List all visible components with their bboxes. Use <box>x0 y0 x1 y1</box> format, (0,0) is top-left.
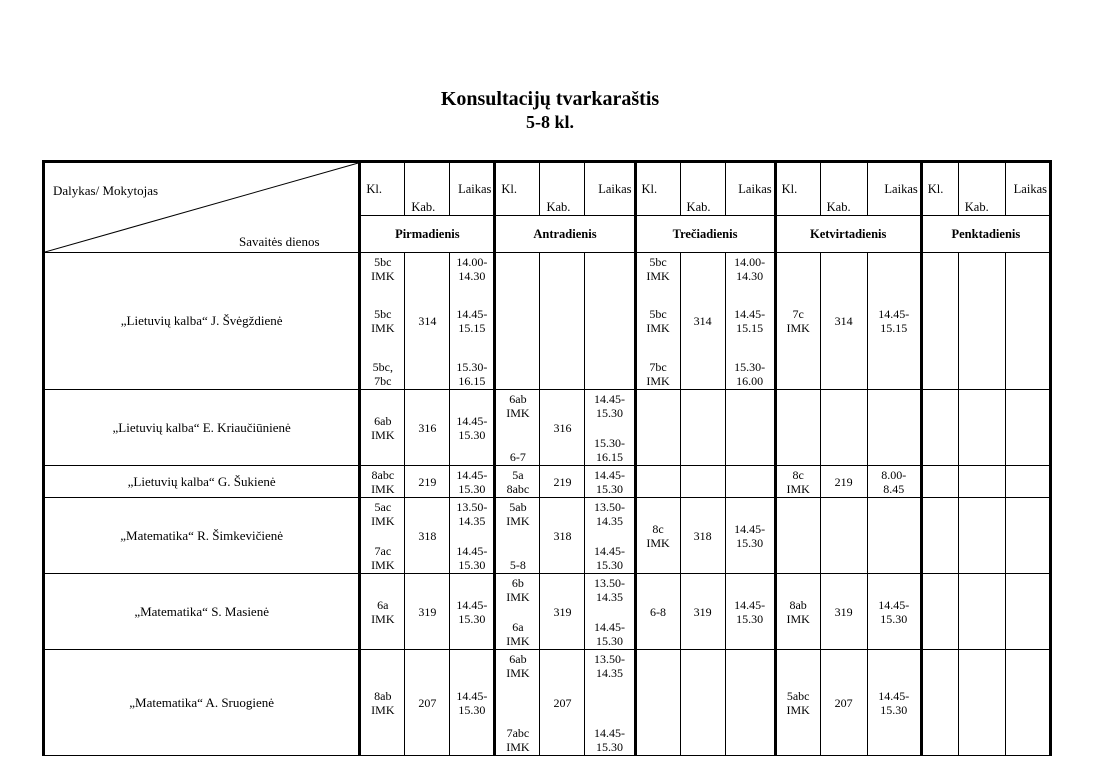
fri-laikas-cell <box>1005 466 1050 498</box>
kl-entry: 5bc IMK <box>371 307 395 335</box>
fri-laikas-cell <box>1005 390 1050 466</box>
tue-kab-cell: 319 <box>540 574 585 650</box>
tue-laikas-cell <box>585 650 635 756</box>
kl-entry: 8ab IMK <box>371 688 395 717</box>
kab-header: Kab. <box>540 162 585 216</box>
laikas-entry: 15.30- 16.15 <box>456 359 488 388</box>
thu-kab-cell: 319 <box>820 574 867 650</box>
laikas-entries <box>585 500 633 572</box>
laikas-entries <box>726 255 774 388</box>
laikas-entries <box>868 468 920 496</box>
laikas-entry: 15.30- 16.15 <box>593 435 625 464</box>
subject-teacher-cell: „Lietuvių kalba“ G. Šukienė <box>44 466 360 498</box>
fri-kl-cell <box>921 390 958 466</box>
kl-entry: 5bc, 7bc <box>372 359 393 388</box>
laikas-entry: 14.45- 15.15 <box>878 307 910 335</box>
laikas-entry: 14.45- 15.30 <box>734 521 766 550</box>
laikas-entry: 14.45- 15.30 <box>878 597 910 626</box>
fri-laikas-cell <box>1005 650 1050 756</box>
mon-kl-cell <box>360 574 405 650</box>
mon-kab-cell: 316 <box>405 390 450 466</box>
wed-kl-cell <box>635 574 680 650</box>
laikas-header: Laikas <box>725 162 775 216</box>
laikas-entries <box>450 689 493 717</box>
laikas-entries <box>585 468 633 496</box>
kl-entry: 5bc IMK <box>646 307 670 335</box>
mon-kl-cell <box>360 466 405 498</box>
laikas-entry: 14.45- 15.15 <box>734 307 766 335</box>
laikas-entry: 14.45- 15.30 <box>593 619 625 648</box>
wed-kl-cell <box>635 466 680 498</box>
fri-kl-cell <box>921 498 958 574</box>
fri-kab-cell <box>958 498 1005 574</box>
thu-kl-cell <box>775 650 820 756</box>
wed-kab-cell <box>680 466 725 498</box>
tue-kl-cell <box>495 650 540 756</box>
day-thursday: Ketvirtadienis <box>775 216 921 253</box>
fri-laikas-cell <box>1005 498 1050 574</box>
kl-entry: 5-8 <box>509 557 526 572</box>
fri-kl-cell <box>921 650 958 756</box>
kl-entries <box>496 576 539 648</box>
laikas-entry: 14.45- 15.30 <box>593 391 625 420</box>
laikas-entry: 14.45- 15.30 <box>456 688 488 717</box>
tue-kab-cell: 207 <box>540 650 585 756</box>
thu-laikas-cell <box>867 390 921 466</box>
laikas-entry: 14.45- 15.30 <box>878 688 910 717</box>
laikas-entry: 14.45- 15.30 <box>456 413 488 442</box>
mon-kab-cell: 318 <box>405 498 450 574</box>
header-row <box>44 162 1051 216</box>
tue-laikas-cell <box>585 466 635 498</box>
laikas-entry: 8.00- 8.45 <box>881 467 907 496</box>
kl-entry: 7abc IMK <box>506 725 530 754</box>
kl-entry: 7c IMK <box>786 307 810 335</box>
thu-kab-cell: 314 <box>820 253 867 390</box>
kl-entries <box>496 500 539 572</box>
day-wednesday: Trečiadienis <box>635 216 775 253</box>
laikas-entry: 14.45- 15.30 <box>734 597 766 626</box>
kl-entry: 7bc IMK <box>646 359 670 388</box>
wed-laikas-cell <box>725 253 775 390</box>
table-row <box>44 650 1051 756</box>
kl-entry: 6a IMK <box>371 597 395 626</box>
schedule-body <box>44 253 1051 756</box>
kl-entries <box>361 468 404 496</box>
tue-kl-cell <box>495 390 540 466</box>
kl-entries <box>637 522 680 550</box>
mon-laikas-cell <box>450 498 495 574</box>
fri-laikas-cell <box>1005 574 1050 650</box>
wed-laikas-cell <box>725 650 775 756</box>
fri-kl-cell <box>921 253 958 390</box>
kab-header: Kab. <box>820 162 867 216</box>
kl-entries <box>777 307 820 335</box>
wed-kab-cell <box>680 650 725 756</box>
kl-header: Kl. <box>495 162 540 216</box>
laikas-entry: 14.45- 15.30 <box>593 467 625 496</box>
laikas-entry: 14.45- 15.30 <box>593 725 625 754</box>
kl-entry: 8c IMK <box>646 521 670 550</box>
thu-kab-cell: 219 <box>820 466 867 498</box>
kl-entries <box>361 598 404 626</box>
laikas-header: Laikas <box>585 162 635 216</box>
kl-header: Kl. <box>360 162 405 216</box>
fri-kab-cell <box>958 466 1005 498</box>
laikas-entries <box>450 414 493 442</box>
laikas-entries <box>726 522 774 550</box>
table-row <box>44 498 1051 574</box>
mon-kab-cell: 314 <box>405 253 450 390</box>
thu-laikas-cell <box>867 650 921 756</box>
laikas-entry: 14.45- 15.30 <box>456 467 488 496</box>
kl-entry: 8c IMK <box>786 467 810 496</box>
mon-laikas-cell <box>450 390 495 466</box>
laikas-entries <box>868 598 920 626</box>
tue-laikas-cell <box>585 574 635 650</box>
tue-kl-cell <box>495 498 540 574</box>
laikas-entry: 13.50- 14.35 <box>593 499 625 528</box>
kl-header: Kl. <box>775 162 820 216</box>
subject-teacher-cell: „Matematika“ S. Masienė <box>44 574 360 650</box>
laikas-entries <box>585 392 633 464</box>
thu-kl-cell <box>775 253 820 390</box>
kl-entry: 6-8 <box>650 604 667 619</box>
tue-kl-cell <box>495 574 540 650</box>
laikas-entry: 13.50- 14.35 <box>456 499 488 528</box>
kl-entries <box>777 468 820 496</box>
thu-kl-cell <box>775 498 820 574</box>
thu-kab-cell <box>820 390 867 466</box>
kl-entries <box>496 652 539 754</box>
kl-entry: 5bc IMK <box>646 254 670 283</box>
table-row <box>44 466 1051 498</box>
laikas-entry: 13.50- 14.35 <box>593 651 625 680</box>
kl-header: Kl. <box>921 162 958 216</box>
laikas-entries <box>585 652 633 754</box>
wed-kab-cell <box>680 390 725 466</box>
fri-kab-cell <box>958 253 1005 390</box>
laikas-entries <box>450 255 493 388</box>
kl-header: Kl. <box>635 162 680 216</box>
kl-entry: 8ab IMK <box>786 597 810 626</box>
tue-laikas-cell <box>585 253 635 390</box>
tue-kl-cell <box>495 253 540 390</box>
thu-laikas-cell <box>867 574 921 650</box>
tue-kab-cell <box>540 253 585 390</box>
wed-kl-cell <box>635 253 680 390</box>
subject-teacher-cell: „Matematika“ A. Sruogienė <box>44 650 360 756</box>
kl-entry: 6-7 <box>509 449 526 464</box>
kl-entry: 6ab IMK <box>371 413 395 442</box>
kl-entries <box>361 689 404 717</box>
laikas-header: Laikas <box>450 162 495 216</box>
mon-laikas-cell <box>450 650 495 756</box>
kl-entries <box>496 392 539 464</box>
laikas-entries <box>585 576 633 648</box>
kl-entry: 6b IMK <box>506 575 530 604</box>
thu-laikas-cell <box>867 253 921 390</box>
fri-laikas-cell <box>1005 253 1050 390</box>
kl-entry: 5a 8abc <box>506 467 530 496</box>
mon-laikas-cell <box>450 574 495 650</box>
laikas-entry: 15.30- 16.00 <box>734 359 766 388</box>
kl-entry: 5abc IMK <box>786 688 810 717</box>
mon-laikas-cell <box>450 253 495 390</box>
day-monday: Pirmadienis <box>360 216 495 253</box>
mon-laikas-cell <box>450 466 495 498</box>
mon-kl-cell <box>360 650 405 756</box>
wed-laikas-cell <box>725 466 775 498</box>
kl-entry: 8abc IMK <box>371 467 395 496</box>
mon-kab-cell: 319 <box>405 574 450 650</box>
tue-kab-cell: 318 <box>540 498 585 574</box>
kl-entry: 5ac IMK <box>371 499 395 528</box>
subject-teacher-label: Dalykas/ Mokytojas <box>53 183 159 198</box>
week-days-label: Savaitės dienos <box>239 234 320 249</box>
thu-kl-cell <box>775 574 820 650</box>
laikas-entries <box>450 500 493 572</box>
kl-entries <box>361 500 404 572</box>
kl-entry: 6ab IMK <box>506 651 530 680</box>
kl-entries <box>637 255 680 388</box>
wed-kab-cell: 318 <box>680 498 725 574</box>
laikas-entry: 13.50- 14.35 <box>593 575 625 604</box>
thu-kab-cell: 207 <box>820 650 867 756</box>
wed-laikas-cell <box>725 498 775 574</box>
tue-kab-cell: 219 <box>540 466 585 498</box>
fri-kab-cell <box>958 574 1005 650</box>
fri-kab-cell <box>958 390 1005 466</box>
wed-kl-cell <box>635 650 680 756</box>
day-tuesday: Antradienis <box>495 216 635 253</box>
wed-kab-cell: 319 <box>680 574 725 650</box>
mon-kl-cell <box>360 498 405 574</box>
thu-kab-cell <box>820 498 867 574</box>
kl-entry: 7ac IMK <box>371 543 395 572</box>
kl-entries <box>777 598 820 626</box>
fri-kl-cell <box>921 574 958 650</box>
tue-laikas-cell <box>585 498 635 574</box>
wed-kl-cell <box>635 390 680 466</box>
wed-laikas-cell <box>725 574 775 650</box>
kl-entries <box>777 689 820 717</box>
kl-entry: 6a IMK <box>506 619 530 648</box>
laikas-header: Laikas <box>867 162 921 216</box>
kab-header: Kab. <box>405 162 450 216</box>
mon-kab-cell: 207 <box>405 650 450 756</box>
laikas-entries <box>450 468 493 496</box>
wed-laikas-cell <box>725 390 775 466</box>
laikas-header: Laikas <box>1005 162 1050 216</box>
kab-header: Kab. <box>680 162 725 216</box>
corner-header-cell <box>44 162 360 253</box>
laikas-entry: 14.45- 15.30 <box>456 597 488 626</box>
laikas-entries <box>868 689 920 717</box>
kl-entries <box>637 605 680 619</box>
table-row <box>44 253 1051 390</box>
tue-kl-cell <box>495 466 540 498</box>
laikas-entry: 14.45- 15.30 <box>456 543 488 572</box>
thu-laikas-cell <box>867 498 921 574</box>
table-row <box>44 390 1051 466</box>
document-title: Konsultacijų tvarkaraštis <box>440 88 660 110</box>
kl-entry: 5bc IMK <box>371 254 395 283</box>
laikas-entries <box>450 598 493 626</box>
kl-entries <box>361 255 404 388</box>
laikas-entry: 14.00- 14.30 <box>456 254 488 283</box>
kl-entry: 6ab IMK <box>506 391 530 420</box>
mon-kl-cell <box>360 390 405 466</box>
schedule-table <box>42 160 1052 756</box>
laikas-entry: 14.45- 15.15 <box>456 307 488 335</box>
fri-kab-cell <box>958 650 1005 756</box>
day-friday: Penktadienis <box>921 216 1050 253</box>
tue-laikas-cell <box>585 390 635 466</box>
thu-kl-cell <box>775 466 820 498</box>
thu-laikas-cell <box>867 466 921 498</box>
laikas-entry: 14.45- 15.30 <box>593 543 625 572</box>
subject-teacher-cell: „Lietuvių kalba“ E. Kriaučiūnienė <box>44 390 360 466</box>
subject-teacher-cell: „Lietuvių kalba“ J. Švėgždienė <box>44 253 360 390</box>
wed-kab-cell: 314 <box>680 253 725 390</box>
mon-kab-cell: 219 <box>405 466 450 498</box>
fri-kl-cell <box>921 466 958 498</box>
subject-teacher-cell: „Matematika“ R. Šimkevičienė <box>44 498 360 574</box>
kl-entries <box>361 414 404 442</box>
document-subtitle: 5-8 kl. <box>525 112 574 132</box>
wed-kl-cell <box>635 498 680 574</box>
thu-kl-cell <box>775 390 820 466</box>
kl-entries <box>496 468 539 496</box>
mon-kl-cell <box>360 253 405 390</box>
laikas-entries <box>726 598 774 626</box>
tue-kab-cell: 316 <box>540 390 585 466</box>
laikas-entry: 14.00- 14.30 <box>734 254 766 283</box>
laikas-entries <box>868 307 920 335</box>
kab-header: Kab. <box>958 162 1005 216</box>
table-row <box>44 574 1051 650</box>
kl-entry: 5ab IMK <box>506 499 530 528</box>
